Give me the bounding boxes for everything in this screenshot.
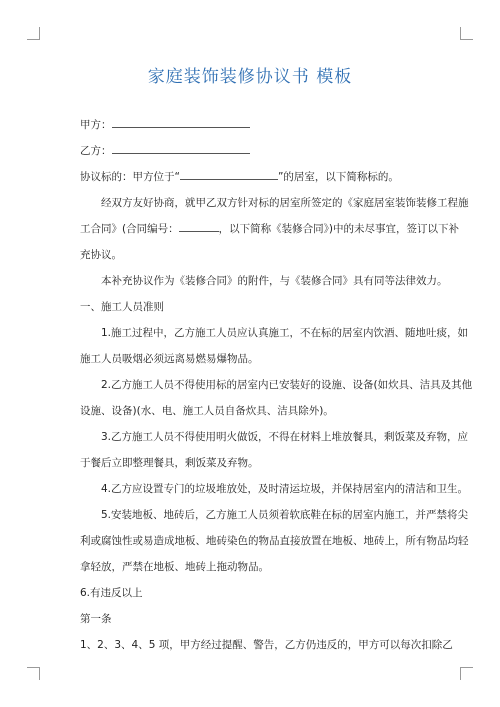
section1-heading: 一、施工人员准则	[80, 301, 164, 313]
para1-line3: 充协议。	[80, 249, 122, 261]
corner-mark-bottom-right	[460, 667, 473, 680]
party-a-label: 甲方：	[80, 119, 112, 131]
subject-line	[80, 166, 455, 188]
subject-suffix: ”的居室，以下简称标的。	[277, 171, 399, 183]
party-b-blank	[112, 141, 250, 154]
item2-line2: 设施、设备)(水、电、施工人员自备炊具、洁具除外)。	[80, 405, 334, 417]
document-body	[80, 114, 473, 656]
para1-line2	[80, 218, 459, 240]
item5-line3: 拿轻放，严禁在地板、地砖上拖动物品。	[80, 561, 269, 573]
party-a-line	[80, 114, 455, 136]
item2-line1: 2.乙方施工人员不得使用标的居室内已安装好的设施、设备(如炊具、洁具及其他	[101, 379, 473, 391]
corner-mark-bottom-left	[27, 667, 40, 680]
item5-line2: 利或腐蚀性或易造成地板、地砖染色的物品直接放置在地板、地砖上，所有物品均轻	[80, 535, 469, 547]
party-b-line	[80, 140, 455, 162]
item3-line1: 3.乙方施工人员不得使用明火做饭，不得在材料上堆放餐具，剩饭菜及弃物，应	[101, 431, 469, 443]
para1-line2-b: ，以下简称《装修合同》)中的未尽事宜，签订以下补	[218, 223, 459, 235]
corner-mark-top-right	[460, 27, 473, 40]
document-title: 家庭装饰装修协议书 模板	[147, 67, 353, 87]
item1-line1: 1.施工过程中，乙方施工人员应认真施工，不在标的居室内饮酒、随地吐痰，如	[101, 327, 469, 339]
party-b-label: 乙方：	[80, 145, 112, 157]
para1-line1: 经双方友好协商，就甲乙双方针对标的居室所签定的《家庭居室装饰装修工程施	[101, 197, 469, 209]
last-item-line: 1、2、3、4、5 项，甲方经过提醒、警告，乙方仍违反的，甲方可以每次扣除乙	[80, 639, 453, 651]
section6-heading: 6.有违反以上	[80, 587, 143, 599]
subject-prefix: 协议标的：甲方位于“	[80, 171, 180, 183]
para1-line2-a: 工合同》(合同编号：	[80, 223, 179, 235]
article1-heading: 第一条	[80, 613, 112, 625]
party-a-blank	[112, 115, 250, 128]
subject-blank	[180, 167, 278, 180]
item1-line2: 施工人员吸烟必须远离易燃易爆物品。	[80, 353, 259, 365]
corner-mark-top-left	[27, 27, 40, 40]
para2: 本补充协议作为《装修合同》的附件，与《装修合同》具有同等法律效力。	[101, 275, 448, 287]
item3-line2: 于餐后立即整理餐具，剩饭菜及弃物。	[80, 457, 259, 469]
contract-number-blank	[179, 219, 219, 232]
item4: 4.乙方应设置专门的垃圾堆放处，及时清运垃圾，并保持居室内的清洁和卫生。	[101, 483, 469, 495]
item5-line1: 5.安装地板、地砖后，乙方施工人员须着软底鞋在标的居室内施工，并严禁将尖	[101, 509, 469, 521]
